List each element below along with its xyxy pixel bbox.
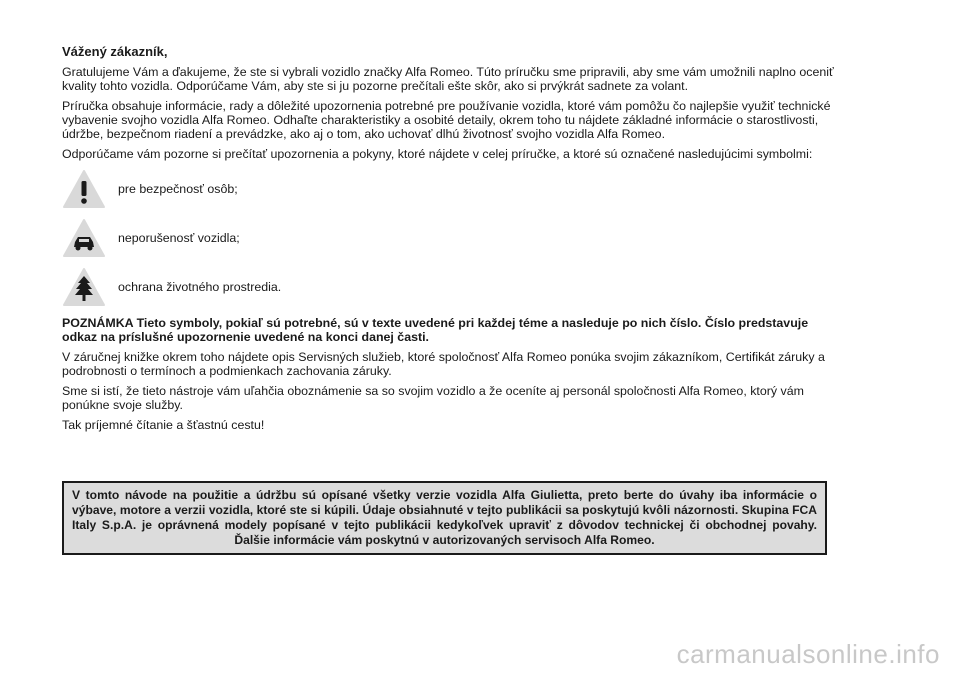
symbol-item-vehicle [62, 216, 842, 259]
exclamation-warning-icon [62, 169, 106, 209]
tree-warning-icon [62, 267, 106, 307]
watermark: carmanualsonline.info [676, 639, 940, 669]
car-warning-icon [62, 218, 106, 258]
symbol-list [62, 167, 842, 308]
greeting-heading: Vážený zákazník, [62, 44, 168, 59]
symbols-intro-paragraph: Odporúčame vám pozorne si prečítať upozornenia a pokyny, ktoré nájdete v celej príručke, a ktoré sú označené nasledujúcimi symbolmi: [62, 147, 813, 161]
symbol-label: neporušenosť vozidla; [118, 230, 240, 245]
manual-contents-paragraph: Príručka obsahuje informácie, rady a dôležité upozornenia potrebné pre používanie vozidla, ktoré vám pomôžu čo najlepšie využiť technické vybavenie svojho vozidla Alfa Romeo. Odhaľte charakteristiky a osobité detaily, okrem toho tu nájdete základné informácie o starostlivosti, údržbe, bezpečnom riadení a prevádzke, ako aj o tom, ako uchovať dlhú životnosť svojho vozidla Alfa Romeo. [62, 99, 831, 141]
warranty-paragraph: V záručnej knižke okrem toho nájdete opis Servisných služieb, ktoré spoločnosť Alfa Romeo ponúka svojim zákazníkom, Certifikát záruky a podrobnosti o termínoch a podmienkach zachovania záruky. [62, 350, 825, 378]
notice-box: V tomto návode na použitie a údržbu sú opísané všetky verzie vozidla Alfa Giulietta, preto berte do úvahy iba informácie o výbave, motore a verzii vozidla, ktoré ste si kúpili. Údaje obsiahnuté v tejto publikácii sa poskytujú kvôli názornosti. Skupina FCA Italy S.p.A. je oprávnená modely popísané v tejto publikácii kedykoľvek upraviť z dôvodov technickej či obchodnej povahy. Ďalšie informácie vám poskytnú v autorizovaných servisoch Alfa Romeo. [62, 481, 827, 555]
symbol-item-environment [62, 265, 842, 308]
symbol-label: pre bezpečnosť osôb; [118, 181, 238, 196]
service-paragraph: Sme si istí, že tieto nástroje vám uľahčia oboznámenie sa so svojim vozidlo a že oceníte aj personál spoločnosti Alfa Romeo, ktorý vám ponúkne svoje služby. [62, 384, 804, 412]
symbol-label: ochrana životného prostredia. [118, 279, 282, 294]
note-paragraph: POZNÁMKA Tieto symboly, pokiaľ sú potrebné, sú v texte uvedené pri každej téme a nasleduje po nich číslo. Číslo predstavuje odkaz na príslušné upozornenie uvedené na konci danej časti. [62, 316, 809, 344]
intro-paragraph: Gratulujeme Vám a ďakujeme, že ste si vybrali vozidlo značky Alfa Romeo. Túto príručku sme pripravili, aby sme vám umožnili naplno oceniť kvality tohto vozidla. Odporúčame Vám, aby ste si ju pozorne prečítali ešte skôr, ako si prvýkrát sadnete za volant. [62, 65, 834, 93]
closing-paragraph: Tak príjemné čítanie a šťastnú cestu! [62, 418, 265, 432]
symbol-item-safety [62, 167, 842, 210]
document-page [62, 44, 842, 438]
